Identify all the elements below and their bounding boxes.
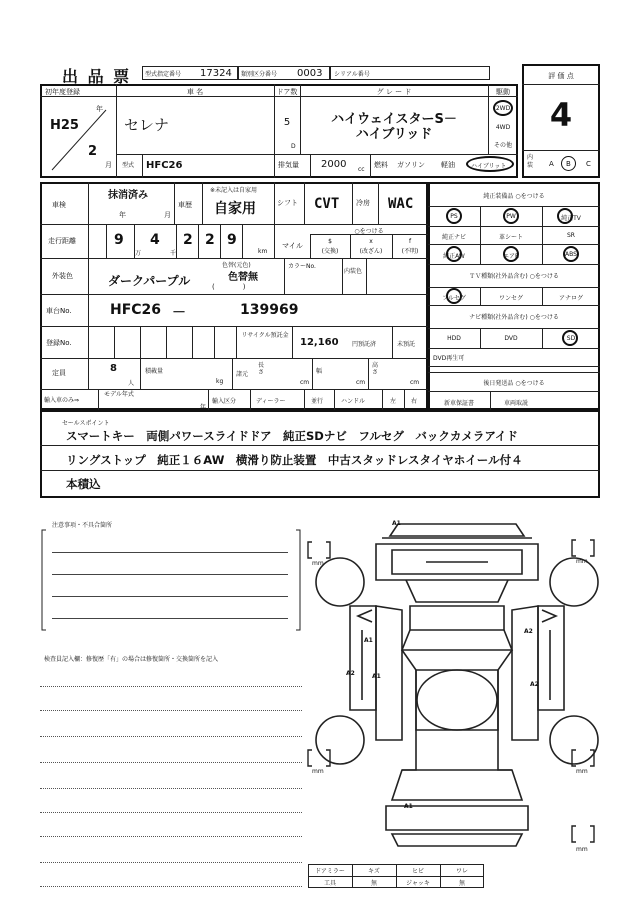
tv-analog: アナログ [558, 295, 583, 302]
form-title: 出 品 票 [62, 67, 132, 86]
caution-line-2[interactable] [52, 574, 288, 575]
capacity-label: 定員 [52, 369, 66, 377]
damage-mark-3: A2 [524, 628, 533, 635]
model-cert-label: 型式指定番号 [145, 71, 182, 78]
handle-left: 左 [390, 398, 397, 405]
inspector-line-9[interactable] [40, 886, 302, 887]
handle-label: ハンドル [341, 398, 366, 405]
mileage-man: 万 [135, 250, 142, 257]
grade-label: グ レ ー ド [376, 88, 412, 96]
cc-label: 排気量 [278, 161, 299, 169]
later-title: 後日発送品 ○をつける [483, 380, 545, 387]
color-change-value: 色替無 [228, 272, 258, 283]
doors-value: 5 [283, 117, 291, 128]
chassis-dash: － [172, 305, 186, 321]
meter-exchange: (交換) [321, 248, 339, 255]
bottom-value-3: ジャッキ [406, 880, 430, 887]
interior-a: A [549, 160, 554, 168]
mileage-label: 走行距離 [48, 237, 76, 245]
later-manual: 車両取説 [503, 400, 528, 407]
car-diagram [306, 510, 606, 870]
shaken-value: 抹消済み [108, 190, 148, 201]
chassis-prefix: HFC26 [110, 302, 162, 318]
width-cm: cm [356, 379, 366, 386]
capacity-value: 8 [110, 363, 117, 374]
equip-leather: 革シート [498, 234, 523, 241]
shift-value: CVT [314, 196, 340, 212]
cc-unit: cc [358, 166, 365, 173]
bottom-header-4: ワレ [455, 868, 468, 875]
ac-value: WAC [388, 196, 414, 212]
mileage-digit-4: 2 [205, 232, 215, 248]
serial-label: シリアル番号 [334, 71, 370, 78]
shift-label: シフト [277, 199, 298, 207]
bottom-header-3: ヒビ [411, 868, 424, 875]
history-value: 自家用 [214, 201, 256, 217]
capacity-unit: 人 [128, 380, 135, 387]
score-label: 評 価 点 [548, 72, 574, 80]
reg-label: 登録No. [46, 339, 72, 347]
mileage-digit-5: 9 [227, 232, 237, 248]
navi-title: ナビ種類(社外品含む) ○をつける [469, 314, 559, 321]
cc-value: 2000 [321, 159, 347, 170]
doors-label: ドア数 [276, 88, 298, 96]
mm-bottom: mm [576, 846, 588, 853]
history-label: 車歴 [178, 201, 192, 209]
damage-mark-2: A1 [364, 637, 373, 644]
interior-label: 内装 [527, 154, 534, 169]
color-label: 外装色 [52, 272, 73, 280]
damage-mark-7: A1 [404, 803, 413, 810]
bottom-value-1: 工具 [323, 880, 336, 887]
ac-label: 冷房 [356, 199, 370, 207]
selling-points-line1: スマートキー 両側パワースライドドア 純正SDナビ フルセグ バックカメラアイド [66, 429, 518, 443]
meter-unknown-mark: f [408, 238, 412, 245]
drive-label: 駆動 [496, 88, 510, 96]
height-label: 高さ [372, 362, 379, 376]
bottom-header-1: ドアミラー [315, 868, 345, 875]
import-class-label: 輸入区分 [212, 398, 237, 405]
fuel-label: 燃料 [374, 161, 388, 169]
mileage-km: km [258, 248, 268, 255]
tv-oneseg: ワンセグ [498, 295, 523, 302]
navi-hdd: HDD [447, 335, 461, 342]
tv-title: ＴＶ種類(社外品含む) ○をつける [469, 273, 559, 280]
handle-right: 右 [411, 398, 418, 405]
equip-navi: 純正ナビ [441, 234, 466, 241]
equip-tv: 純正TV [561, 215, 581, 222]
mileage-digit-1: 9 [114, 232, 124, 248]
meter-modified: (改ざん) [359, 248, 383, 255]
equip-airbag: エアB [502, 253, 520, 260]
meter-exchange-mark: $ [328, 238, 332, 245]
mm-front-left: mm [312, 560, 324, 567]
inspector-label: 検査員記入欄：修復歴「有」の場合は修復箇所・交換箇所を記入 [44, 656, 219, 663]
later-warranty: 新車保証書 [443, 400, 474, 407]
selling-points-label: セールスポイント [62, 420, 110, 427]
recycle-value: 12,160 [300, 337, 339, 348]
load-unit: kg [216, 378, 224, 385]
navi-dvd: DVD [504, 335, 518, 342]
name-label: 車 名 [186, 88, 204, 96]
equip-pw: PW [506, 213, 516, 220]
import-parallel: 並行 [311, 398, 324, 405]
bottom-header-2: キズ [368, 868, 380, 875]
color-value: ダークパープル [108, 274, 191, 288]
navi-sd: SD [566, 335, 576, 342]
car-name: セレナ [124, 116, 170, 134]
shaken-nen: 年 [119, 211, 126, 219]
damage-mark-6: A2 [530, 681, 539, 688]
equip-aw: 純正AW [443, 253, 465, 260]
mm-rear-right: mm [576, 768, 588, 775]
inspector-line-6[interactable] [40, 812, 302, 813]
equip-sr: SR [567, 232, 575, 239]
recycle-label: リサイクル預託金 [241, 332, 289, 339]
inspector-line-8[interactable] [40, 862, 302, 863]
year-label: 初年度登録 [45, 88, 80, 96]
import-dealer: ディーラー [256, 398, 286, 405]
drive-4wd: 4WD [495, 124, 511, 131]
inspector-line-2[interactable] [40, 710, 302, 711]
equip-abs: ABS [565, 251, 577, 258]
color-paren: ( ) [212, 283, 246, 291]
interior-b-circle [561, 156, 576, 171]
drive-other: その他 [493, 142, 512, 149]
mileage-digit-3: 2 [183, 232, 193, 248]
model-label: 型式 [122, 162, 135, 169]
damage-mark-4: A2 [346, 670, 355, 677]
history-note: ※未記入は自家用 [210, 187, 258, 194]
tv-fullseg: フルセグ [442, 295, 466, 302]
year-nen: 年 [96, 105, 103, 113]
meter-modified-mark: x [369, 238, 373, 245]
fuel-hybrid-circle [466, 156, 514, 172]
inspector-line-5[interactable] [40, 788, 302, 789]
bottom-value-2: 無 [370, 880, 377, 887]
length-label: 長さ [258, 362, 265, 376]
damage-mark-1: A1 [392, 520, 401, 527]
interior-b: B [566, 160, 571, 168]
import-label: 輸入車のみ⇒ [44, 397, 80, 404]
inspector-line-3[interactable] [40, 736, 302, 737]
mileage-mile: マイル [282, 242, 303, 250]
height-cm: cm [410, 379, 420, 386]
equipment-title: 純正装備品 ○をつける [483, 193, 545, 200]
dims-label: 諸元 [236, 371, 249, 378]
shaken-label: 車検 [52, 201, 66, 209]
caution-line-3[interactable] [52, 596, 288, 597]
width-label: 幅 [316, 368, 323, 375]
caution-line-1[interactable] [52, 552, 288, 553]
mm-rear-left: mm [312, 768, 324, 775]
circle-note: ○をつける [354, 228, 384, 235]
caution-line-4[interactable] [52, 618, 288, 619]
class-value: 0003 [297, 68, 323, 79]
mileage-digit-2: 4 [150, 232, 160, 248]
inspector-line-4[interactable] [40, 762, 302, 763]
selling-points-line2: リングストップ 純正１６AW 横滑り防止装置 中古スタッドレスタイヤホイール付４ [66, 453, 523, 467]
length-cm: cm [300, 379, 310, 386]
bottom-value-4: 無 [458, 880, 465, 887]
shaken-tsuki: 月 [164, 211, 171, 219]
caution-label: 注意事項・不具合箇所 [52, 522, 113, 529]
model-cert-value: 17324 [200, 68, 232, 79]
score-value: 4 [549, 96, 573, 134]
model-year-suffix: 年 [200, 404, 207, 411]
dvd-label: DVD再生可 [433, 355, 465, 362]
class-label: 類別区分番号 [241, 71, 278, 78]
selling-points-line3: 本積込 [66, 477, 101, 491]
mm-front-right: mm [576, 558, 588, 565]
month-value: 2 [88, 144, 98, 159]
chassis-number: 139969 [240, 302, 299, 318]
recycle-unpaid: 未預託 [397, 341, 416, 348]
year-value: H25 [50, 118, 79, 133]
grade-line2: ハイブリッド [355, 127, 433, 142]
chassis-label: 車台No. [46, 307, 72, 315]
fuel-diesel: 軽油 [441, 161, 455, 169]
load-label: 積載量 [145, 368, 164, 375]
model-value: HFC26 [146, 160, 183, 171]
equip-ps: PS [450, 213, 458, 220]
color-change-label: 色替(元色) [222, 262, 251, 269]
color-no-label: カラーNo. [288, 263, 316, 270]
month-tsuki: 月 [105, 161, 112, 169]
meter-unknown: (不明) [401, 248, 419, 255]
interior-color-label: 内装色 [344, 268, 363, 275]
drive-2wd: 2WD [495, 105, 511, 112]
inspector-line-7[interactable] [40, 836, 302, 837]
drive-2wd-circle [493, 100, 513, 116]
interior-c: C [586, 160, 591, 168]
doors-suffix: D [291, 143, 296, 150]
fuel-gas: ガソリン [397, 161, 425, 169]
inspector-line-1[interactable] [40, 686, 302, 687]
fuel-hybrid: ハイブリット [471, 163, 507, 170]
damage-mark-5: A1 [372, 673, 381, 680]
grade-line1: ハイウェイスターS－ [331, 112, 457, 127]
recycle-paid: 円預託済 [352, 341, 377, 348]
mileage-sen: 千 [170, 250, 177, 257]
model-year-label: モデル年式 [104, 391, 134, 398]
